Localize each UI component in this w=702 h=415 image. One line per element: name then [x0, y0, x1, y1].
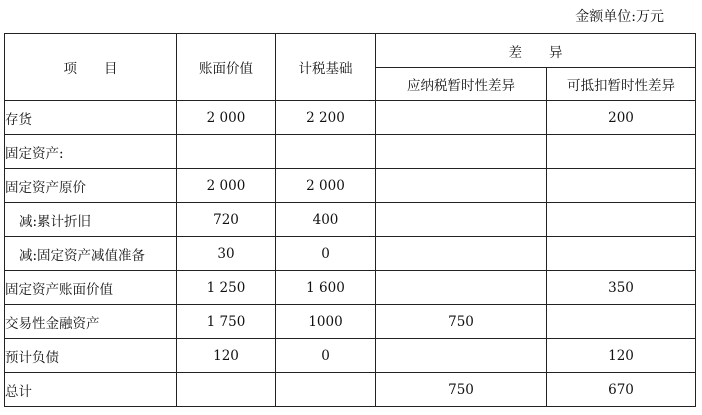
- deductible-temp-diff-cell: [547, 203, 696, 237]
- total-row: [5, 373, 696, 407]
- taxable-temp-diff-cell: 750: [376, 373, 547, 407]
- table-row: [5, 339, 696, 373]
- tax-base-cell: 0: [276, 339, 376, 373]
- deductible-temp-diff-cell: 670: [547, 373, 696, 407]
- book-value-cell: 30: [177, 237, 276, 271]
- deductible-temp-diff-cell: [547, 135, 696, 169]
- header-row: [5, 34, 696, 68]
- deductible-temp-diff-cell: 350: [547, 271, 696, 305]
- tax-base-cell: 0: [276, 237, 376, 271]
- row-item-label: 减:固定资产减值准备: [5, 237, 177, 271]
- column-header-item: 项 目: [5, 34, 177, 101]
- table-row: [5, 237, 696, 271]
- table-row: [5, 271, 696, 305]
- book-value-cell: 2 000: [177, 169, 276, 203]
- taxable-temp-diff-cell: 750: [376, 305, 547, 339]
- book-value-cell: 720: [177, 203, 276, 237]
- column-header-deductible-temp-diff: 可抵扣暂时性差异: [547, 68, 696, 101]
- amount-unit-note: 金额单位:万元: [575, 9, 664, 25]
- deductible-temp-diff-cell: [547, 237, 696, 271]
- book-value-cell: 1 750: [177, 305, 276, 339]
- deductible-temp-diff-cell: [547, 169, 696, 203]
- table-row: [5, 305, 696, 339]
- tax-base-cell: 2 200: [276, 101, 376, 135]
- taxable-temp-diff-cell: [376, 339, 547, 373]
- tax-base-cell: 1000: [276, 305, 376, 339]
- temporary-difference-table: [4, 33, 696, 407]
- table-row: [5, 101, 696, 135]
- row-item-label: 交易性金融资产: [5, 305, 177, 339]
- column-header-difference: 差 异: [376, 34, 696, 68]
- taxable-temp-diff-cell: [376, 237, 547, 271]
- column-header-taxable-temp-diff: 应纳税暂时性差异: [376, 68, 547, 101]
- tax-base-cell: 2 000: [276, 169, 376, 203]
- book-value-cell: [177, 135, 276, 169]
- table-row: [5, 203, 696, 237]
- tax-base-cell: [276, 373, 376, 407]
- row-item-label: 减:累计折旧: [5, 203, 177, 237]
- row-item-label: 固定资产:: [5, 135, 177, 169]
- taxable-temp-diff-cell: [376, 203, 547, 237]
- row-item-label: 总计: [5, 373, 177, 407]
- taxable-temp-diff-cell: [376, 101, 547, 135]
- book-value-cell: 2 000: [177, 101, 276, 135]
- row-item-label: 固定资产账面价值: [5, 271, 177, 305]
- book-value-cell: [177, 373, 276, 407]
- tax-base-cell: 400: [276, 203, 376, 237]
- column-header-tax-base: 计税基础: [276, 34, 376, 101]
- taxable-temp-diff-cell: [376, 271, 547, 305]
- column-header-book-value: 账面价值: [177, 34, 276, 101]
- table-row: [5, 169, 696, 203]
- row-item-label: 固定资产原价: [5, 169, 177, 203]
- deductible-temp-diff-cell: 200: [547, 101, 696, 135]
- deductible-temp-diff-cell: [547, 305, 696, 339]
- tax-base-cell: [276, 135, 376, 169]
- row-item-label: 预计负债: [5, 339, 177, 373]
- table-row: [5, 135, 696, 169]
- book-value-cell: 120: [177, 339, 276, 373]
- book-value-cell: 1 250: [177, 271, 276, 305]
- deductible-temp-diff-cell: 120: [547, 339, 696, 373]
- row-item-label: 存货: [5, 101, 177, 135]
- tax-base-cell: 1 600: [276, 271, 376, 305]
- taxable-temp-diff-cell: [376, 169, 547, 203]
- taxable-temp-diff-cell: [376, 135, 547, 169]
